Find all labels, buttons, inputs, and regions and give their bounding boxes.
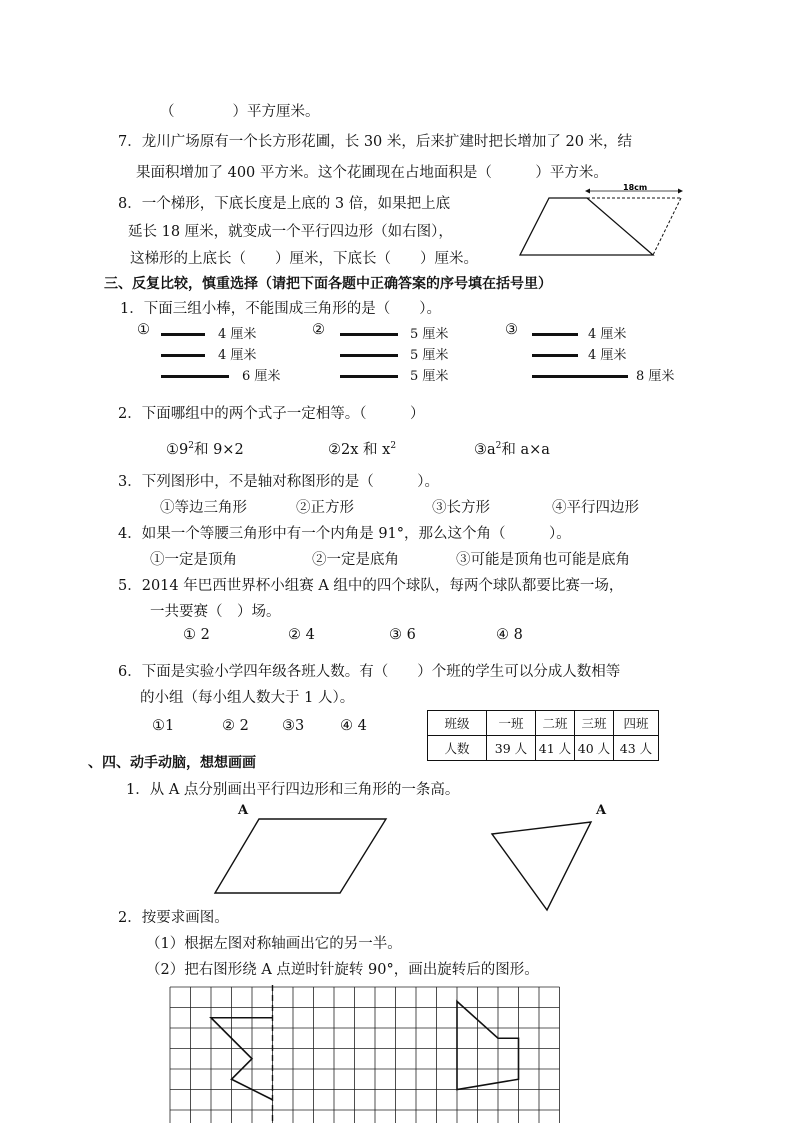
- stick-bar: [340, 354, 398, 357]
- s3-q4-option: ③可能是顶角也可能是底角: [456, 552, 630, 568]
- table-cell: 43 人: [614, 736, 659, 761]
- s3-q4-option: ①一定是顶角: [150, 552, 237, 568]
- table-header-cell: 三班: [575, 711, 614, 736]
- s3-q3-text: 3．下列图形中，不是轴对称图形的是（ ）。: [118, 474, 439, 490]
- q8-line1: 8．一个梯形，下底长度是上底的 3 倍，如果把上底: [118, 196, 451, 212]
- table-header-cell: 一班: [487, 711, 536, 736]
- s4-q2-sub2: （2）把右图形绕 A 点逆时针旋转 90°，画出旋转后的图形。: [146, 962, 539, 978]
- stick-bar: [161, 375, 229, 378]
- s3-q5-option: ③ 6: [389, 627, 416, 643]
- point-a-label: A: [238, 803, 249, 818]
- s3-q5-option: ① 2: [183, 627, 210, 643]
- s3-q2-option3: $③a^2$和 a×a: [474, 441, 550, 458]
- s3-q6-option: ④ 4: [340, 718, 367, 734]
- s4-q1-text: 1．从 A 点分别画出平行四边形和三角形的一条高。: [126, 782, 460, 798]
- drawing-grid[interactable]: [168, 985, 564, 1121]
- s3-q6-option: ①1: [152, 718, 175, 734]
- table-header-cell: 四班: [614, 711, 659, 736]
- s3-q3-option: ①等边三角形: [160, 500, 247, 516]
- top-continuation-line: （ ）平方厘米。: [160, 104, 320, 120]
- q8-line2: 延长 18 厘米，就变成一个平行四边形（如右图），: [128, 224, 453, 240]
- table-row: [428, 711, 659, 736]
- stick-bar: [340, 375, 398, 378]
- s3-q1-text: 1．下面三组小棒，不能围成三角形的是（ ）。: [120, 301, 441, 317]
- stick-length-label: 8 厘米: [636, 369, 675, 384]
- q7-line2: 果面积增加了 400 平方米。这个花圃现在占地面积是（ ）平方米。: [136, 165, 608, 181]
- s3-q6-option: ③3: [282, 718, 305, 734]
- s3-q2-option2: ②2x 和 $x^2$: [328, 441, 397, 458]
- stick-length-label: 4 厘米: [218, 327, 257, 342]
- stick-bar: [161, 333, 205, 336]
- half-figure: [211, 1018, 273, 1100]
- stick-length-label: 5 厘米: [410, 348, 449, 363]
- s4-q2-text: 2．按要求画图。: [118, 910, 229, 926]
- q7-line1: 7．龙川广场原有一个长方形花圃，长 30 米，后来扩建时把长增加了 20 米，结: [118, 134, 633, 150]
- stick-bar: [340, 333, 398, 336]
- s3-q6-option: ② 2: [222, 718, 249, 734]
- stick-length-label: 4 厘米: [218, 348, 257, 363]
- table-header-cell: 班级: [428, 711, 487, 736]
- s3-q6-line1: 6．下面是实验小学四年级各班人数。有（ ）个班的学生可以分成人数相等: [118, 664, 621, 680]
- section3-title: 三、反复比较，慎重选择（请把下面各题中正确答案的序号填在括号里）: [104, 276, 552, 292]
- s3-q5-line2: 一共要赛（ ）场。: [150, 604, 281, 620]
- section4-title: 、四、动手动脑，想想画画: [88, 755, 256, 771]
- triangle-figure: [488, 818, 598, 914]
- s3-q1-group2-mark: ②: [312, 322, 325, 338]
- class-size-table: [427, 710, 659, 761]
- table-header-cell: 二班: [536, 711, 575, 736]
- s3-q5-option: ④ 8: [496, 627, 523, 643]
- stick-bar: [532, 354, 578, 357]
- s3-q4-option: ②一定是底角: [312, 552, 399, 568]
- stick-length-label: 4 厘米: [588, 327, 627, 342]
- trapezoid-grid-figure: [457, 1001, 519, 1089]
- s3-q3-option: ③长方形: [432, 500, 490, 516]
- q8-trapezoid-figure: [515, 183, 685, 263]
- table-cell: 人数: [428, 736, 487, 761]
- s3-q2-text: 2．下面哪组中的两个式子一定相等。（ ）: [118, 406, 425, 422]
- s3-q3-option: ②正方形: [296, 500, 354, 516]
- s3-q5-option: ② 4: [288, 627, 315, 643]
- table-cell: 41 人: [536, 736, 575, 761]
- s3-q3-option: ④平行四边形: [552, 500, 639, 516]
- s3-q4-text: 4．如果一个等腰三角形中有一个内角是 91°，那么这个角（ ）。: [118, 526, 571, 542]
- parallelogram-figure: [210, 815, 390, 897]
- s4-q2-sub1: （1）根据左图对称轴画出它的另一半。: [146, 936, 402, 952]
- q8-line3: 这梯形的上底长（ ）厘米，下底长（ ）厘米。: [130, 251, 478, 267]
- stick-length-label: 5 厘米: [410, 327, 449, 342]
- stick-length-label: 5 厘米: [410, 369, 449, 384]
- stick-bar: [532, 375, 628, 378]
- s3-q6-line2: 的小组（每小组人数大于 1 人）。: [140, 690, 355, 706]
- table-cell: 40 人: [575, 736, 614, 761]
- table-cell: 39 人: [487, 736, 536, 761]
- stick-bar: [532, 333, 578, 336]
- q8-fig-label: 18cm: [623, 183, 648, 192]
- stick-length-label: 4 厘米: [588, 348, 627, 363]
- point-a-label: A: [596, 803, 607, 818]
- stick-length-label: 6 厘米: [242, 369, 281, 384]
- stick-bar: [161, 354, 205, 357]
- s3-q1-group1-mark: ①: [137, 322, 150, 338]
- s3-q5-line1: 5．2014 年巴西世界杯小组赛 A 组中的四个球队，每两个球队都要比赛一场，: [118, 578, 624, 594]
- table-row: [428, 736, 659, 761]
- s3-q2-option1: $①9^2$和 9×2: [166, 441, 244, 458]
- s3-q1-group3-mark: ③: [505, 322, 518, 338]
